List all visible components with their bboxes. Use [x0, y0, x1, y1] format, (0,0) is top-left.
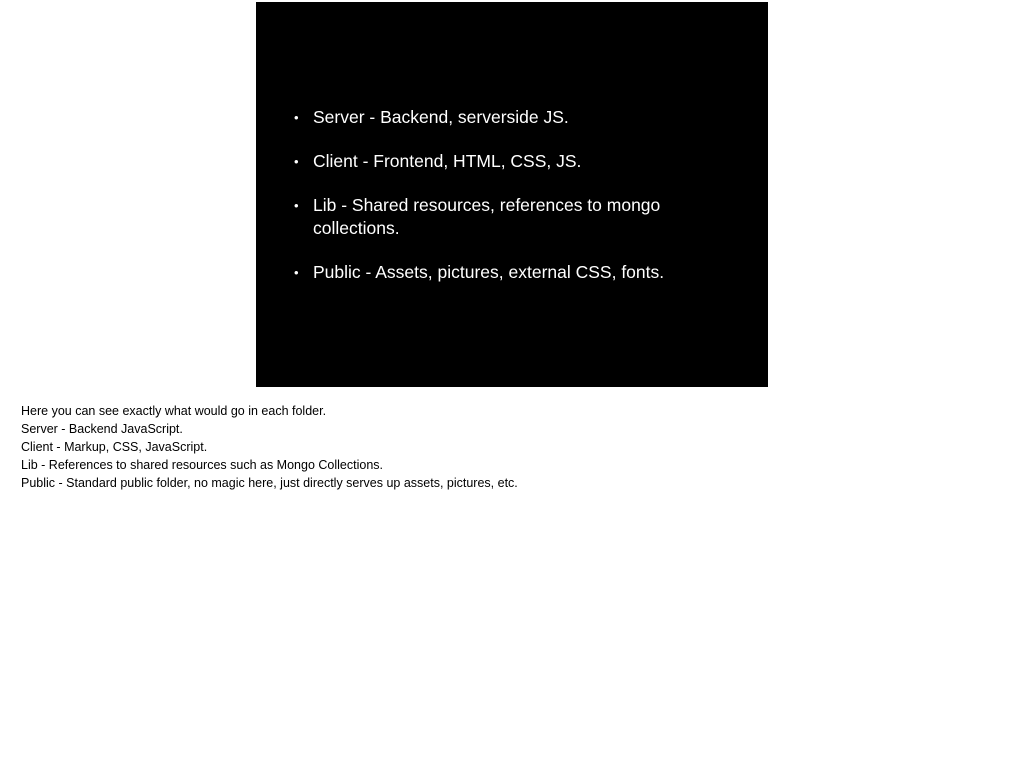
note-line-public: Public - Standard public folder, no magic here, just directly serves up assets, pictures, etc. — [21, 476, 518, 490]
bullet-item-server — [294, 106, 714, 129]
bullet-text: Server - Backend, serverside JS. — [313, 107, 569, 127]
bullet-list — [294, 106, 714, 305]
note-line-client: Client - Markup, CSS, JavaScript. — [21, 440, 208, 454]
bullet-marker: • — [294, 198, 299, 213]
slide — [256, 2, 768, 387]
bullet-text: Lib - Shared resources, references to mongo collections. — [313, 195, 661, 238]
speaker-notes — [21, 402, 1001, 492]
note-line-lib: Lib - References to shared resources such as Mongo Collections. — [21, 458, 383, 472]
bullet-marker: • — [294, 265, 299, 280]
bullet-text: Client - Frontend, HTML, CSS, JS. — [313, 151, 582, 171]
bullet-text: Public - Assets, pictures, external CSS, fonts. — [313, 262, 665, 282]
bullet-item-lib — [294, 194, 714, 240]
note-line-server: Server - Backend JavaScript. — [21, 422, 183, 436]
bullet-item-public — [294, 261, 714, 284]
bullet-marker: • — [294, 154, 299, 169]
bullet-marker: • — [294, 110, 299, 125]
note-line-intro: Here you can see exactly what would go in each folder. — [21, 404, 327, 418]
bullet-item-client — [294, 150, 714, 173]
